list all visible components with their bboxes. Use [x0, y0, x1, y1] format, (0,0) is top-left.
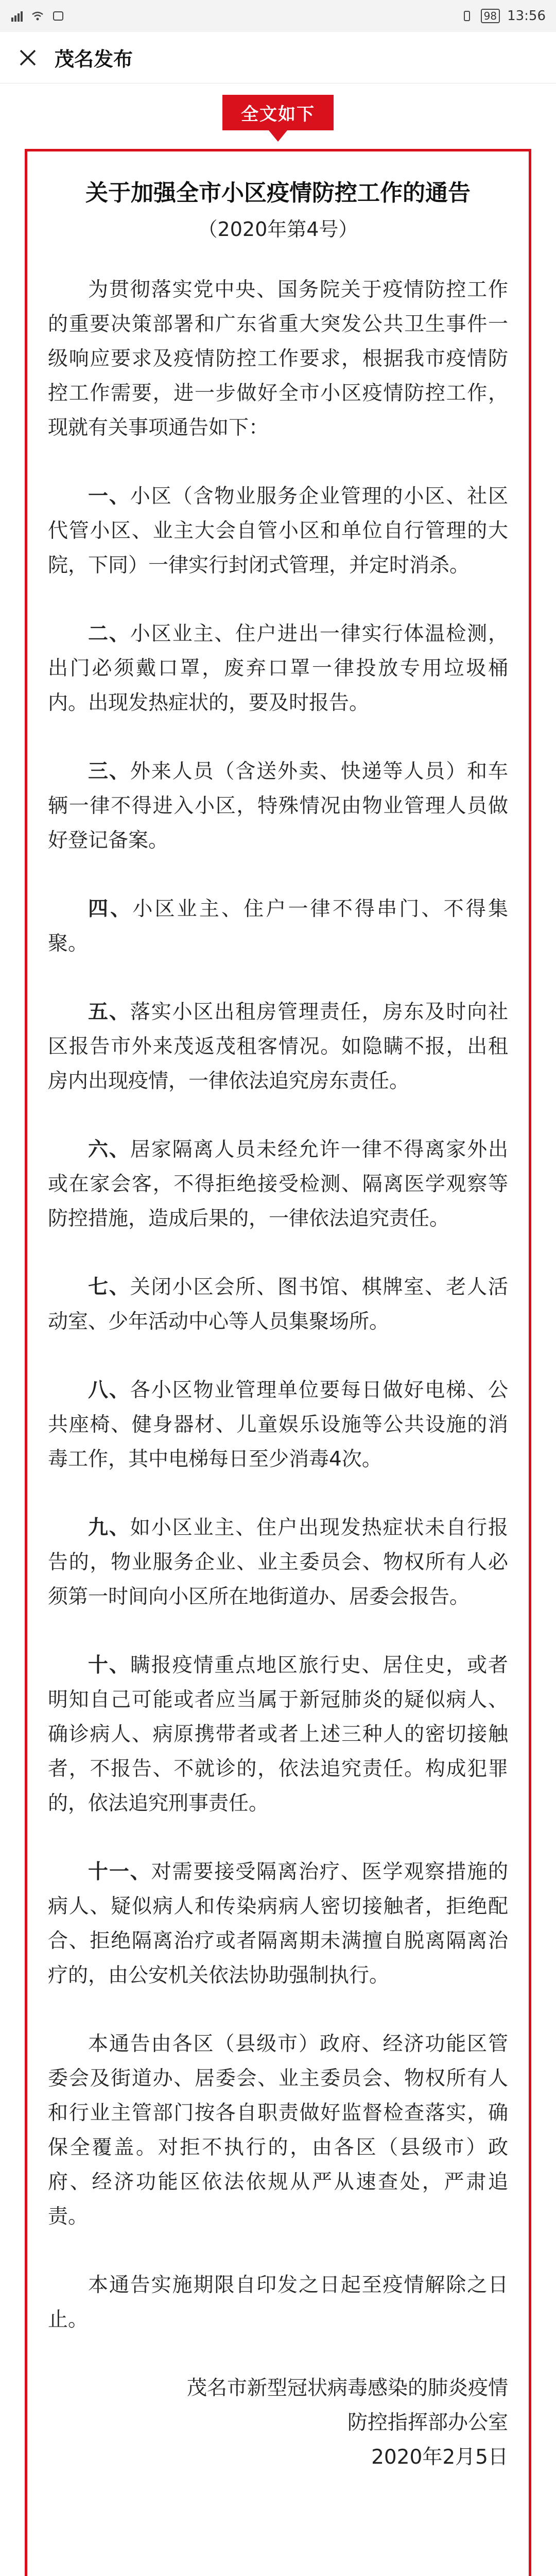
document-intro: 为贯彻落实党中央、国务院关于疫情防控工作的重要决策部署和广东省重大突发公共卫生事件一级响应要求及疫情防控工作要求，根据我市疫情防控工作需要，进一步做好全市小区疫情防控工作，现就有关事项通告如下： — [48, 278, 508, 439]
full-text-header — [0, 95, 556, 142]
document-item: 十一、对需要接受隔离治疗、医学观察措施的病人、疑似病人和传染病病人密切接触者，拒绝配合、拒绝隔离治疗或者隔离期未满擅自脱离隔离治疗的，由公安机关依法协助强制执行。 — [48, 1860, 508, 1987]
status-time: 13:56 — [507, 8, 546, 24]
document-number: （2020年第4号） — [198, 218, 358, 241]
document-item: 七、关闭小区会所、图书馆、棋牌室、老人活动室、少年活动中心等人员集聚场所。 — [48, 1276, 508, 1333]
document-item: 四、小区业主、住户一律不得串门、不得集聚。 — [48, 897, 508, 955]
signature-org-line2: 防控指挥部办公室 — [347, 2411, 508, 2434]
document-item: 六、居家隔离人员未经允许一律不得离家外出或在家会客，不得拒绝接受检测、隔离医学观察等防控措施，造成后果的，一律依法追究责任。 — [48, 1138, 508, 1230]
document-item: 八、各小区物业管理单位要每日做好电梯、公共座椅、健身器材、儿童娱乐设施等公共设施的消毒工作，其中电梯每日至少消毒4次。 — [48, 1379, 508, 1471]
document-closing: 本通告实施期限自印发之日起至疫情解除之日止。 — [48, 2274, 508, 2331]
document-closing: 本通告由各区（县级市）政府、经济功能区管委会及街道办、居委会、业主委员会、物权所有人和行业主管部门按各自职责做好监督检查落实，确保全覆盖。对拒不执行的，由各区（县级市）政府、经济功能区依法依规从严从速查处，严肃追责。 — [48, 2032, 508, 2228]
document-title: 关于加强全市小区疫情防控工作的通告 — [85, 180, 471, 206]
document-item: 一、小区（含物业服务企业管理的小区、社区代管小区、业主大会自管小区和单位自行管理的大院，下同）一律实行封闭式管理，并定时消杀。 — [48, 485, 508, 577]
signature-date: 2020年2月5日 — [371, 2446, 508, 2469]
down-arrow-icon — [269, 130, 287, 142]
document-item: 二、小区业主、住户进出一律实行体温检测，出门必须戴口罩，废弃口罩一律投放专用垃圾桶内。出现发热症状的，要及时报告。 — [48, 622, 508, 715]
notification-icon — [51, 9, 65, 23]
page-title: 茂名发布 — [55, 48, 133, 71]
nav-bar — [0, 32, 556, 83]
notice-document — [25, 149, 531, 2576]
document-item: 五、落实小区出租房管理责任，房东及时向社区报告市外来茂返茂租客情况。如隐瞒不报，出租房内出现疫情，一律依法追究房东责任。 — [48, 1001, 508, 1093]
status-bar — [0, 0, 556, 32]
document-item: 九、如小区业主、住户出现发热症状未自行报告的，物业服务企业、业主委员会、物权所有人必须第一时间向小区所在地街道办、居委会报告。 — [48, 1516, 508, 1608]
document-item: 十、瞒报疫情重点地区旅行史、居住史，或者明知自己可能或者应当属于新冠肺炎的疑似病人、确诊病人、病原携带者或者上述三种人的密切接触者，不报告、不就诊的，依法追究责任。构成犯罪的，依法追究刑事责任。 — [48, 1654, 508, 1815]
battery-level: 98 — [481, 9, 500, 23]
close-button[interactable] — [12, 42, 43, 73]
wifi-icon — [31, 9, 44, 23]
document-item: 三、外来人员（含送外卖、快递等人员）和车辆一律不得进入小区，特殊情况由物业管理人员做好登记备案。 — [48, 760, 508, 852]
vibrate-icon — [460, 9, 474, 23]
full-text-label: 全文如下 — [222, 95, 334, 130]
signal-icon — [10, 9, 24, 23]
close-icon — [18, 47, 38, 68]
signature-org-line1: 茂名市新型冠状病毒感染的肺炎疫情 — [186, 2377, 508, 2400]
